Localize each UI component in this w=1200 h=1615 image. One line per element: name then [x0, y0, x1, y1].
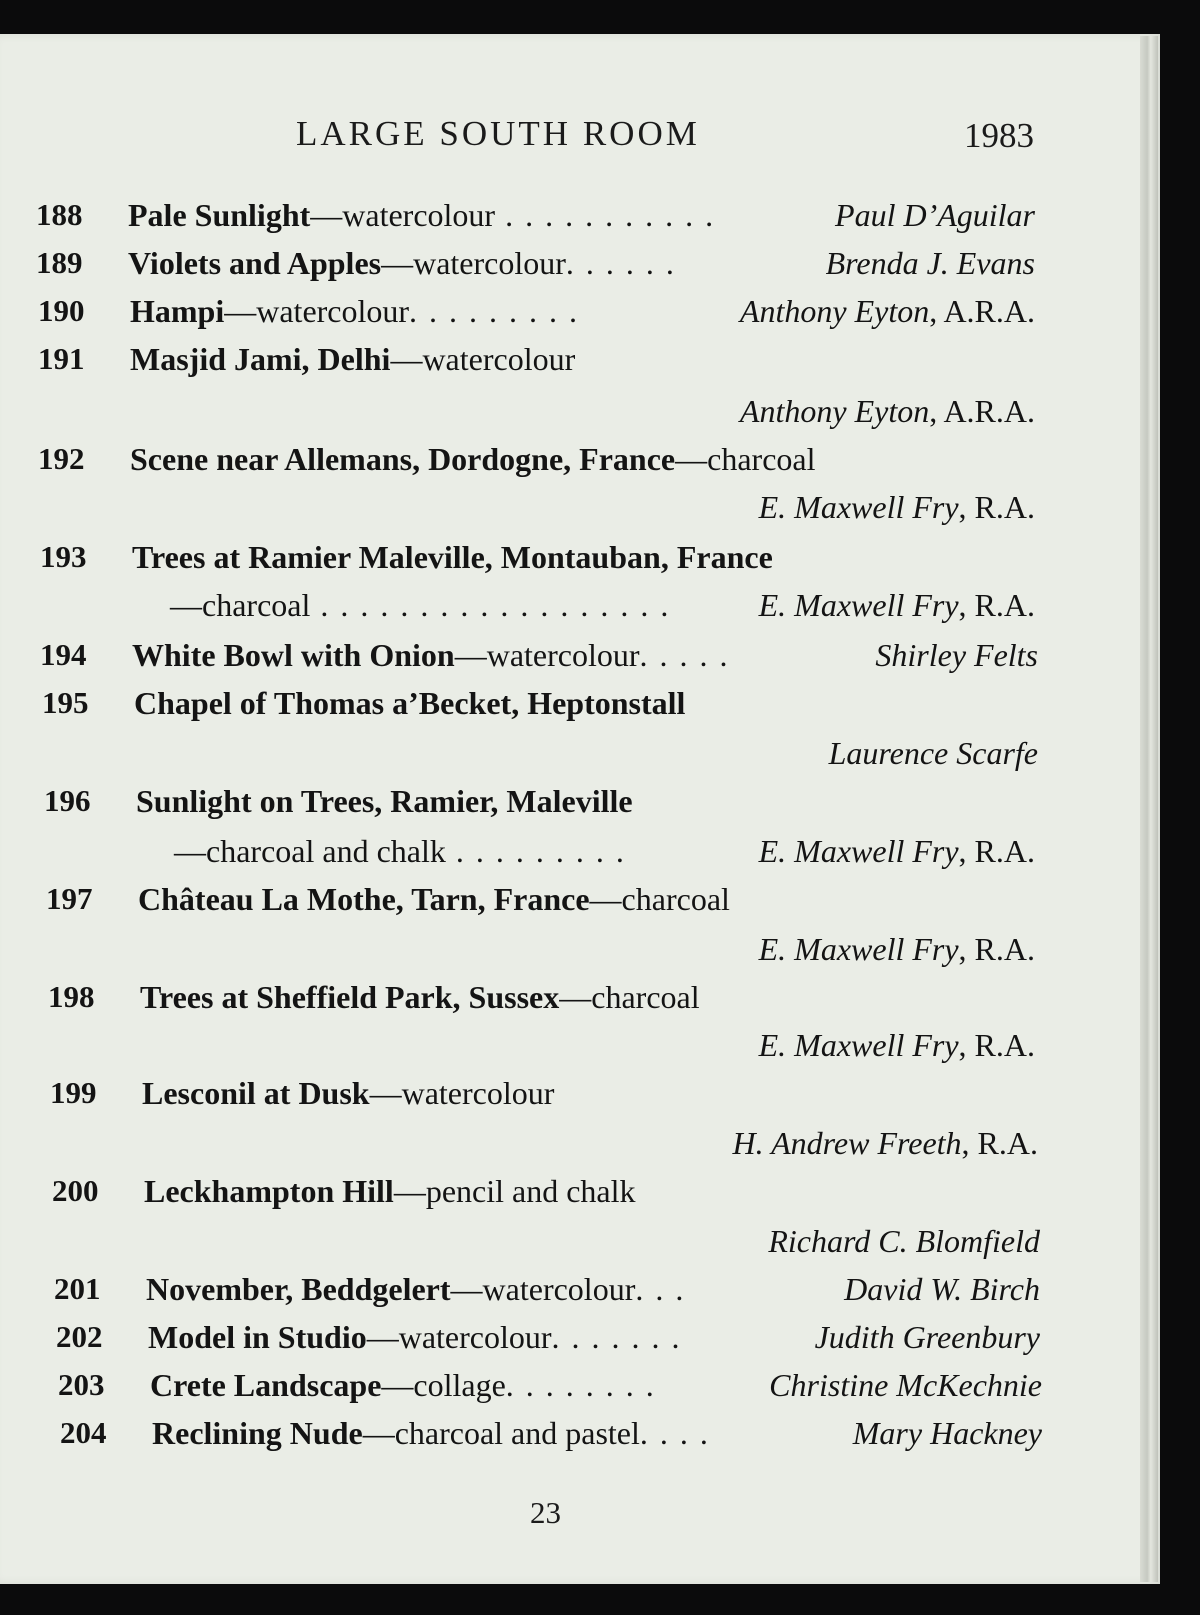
entry-number: 188: [36, 197, 83, 232]
entry-number: 199: [50, 1075, 97, 1110]
entry-title: Château La Mothe, Tarn, France: [138, 881, 590, 917]
page-header: [0, 82, 1160, 155]
entry-192-attribution: [0, 484, 1160, 530]
entry-artist: Richard C. Blomfield: [768, 1223, 1040, 1259]
entry-195-attribution: [0, 730, 1160, 776]
entry-artist: E. Maxwell Fry: [758, 587, 959, 623]
room-title: LARGE SOUTH ROOM: [296, 114, 700, 153]
entry-188: [0, 192, 1160, 238]
entry-number: 197: [46, 881, 93, 916]
entry-artist-suffix: , R.A.: [958, 931, 1035, 967]
entry-number: 204: [60, 1415, 107, 1450]
entry-artist-suffix: , R.A.: [958, 833, 1035, 869]
entry-artist: Anthony Eyton: [739, 393, 930, 429]
entry-artist: E. Maxwell Fry: [758, 1027, 959, 1063]
entry-medium: —charcoal and pastel: [362, 1415, 640, 1451]
entry-artist: Christine McKechnie: [769, 1367, 1042, 1403]
entry-title: Chapel of Thomas a’Becket, Heptonstall: [134, 685, 686, 721]
entry-artist-suffix: , R.A.: [958, 1027, 1035, 1063]
entry-artist: Paul D’Aguilar: [835, 197, 1035, 233]
entry-192: [0, 436, 1160, 482]
entry-artist-suffix: , A.R.A.: [929, 393, 1035, 429]
entry-number: 201: [54, 1271, 101, 1306]
entry-artist: Brenda J. Evans: [825, 245, 1035, 281]
entry-197: [0, 876, 1160, 922]
entry-title: White Bowl with Onion: [132, 637, 455, 673]
entry-medium: —charcoal: [675, 441, 816, 477]
entry-artist: Anthony Eyton: [739, 293, 930, 329]
dot-leader: . . . . . . .: [551, 1319, 682, 1355]
entry-number: 196: [44, 783, 91, 818]
entry-194: [0, 632, 1160, 678]
entry-193-continued: [0, 582, 1160, 628]
entry-artist-suffix: , R.A.: [961, 1125, 1038, 1161]
entry-title: Sunlight on Trees, Ramier, Maleville: [136, 783, 633, 819]
entry-196-continued: [0, 828, 1160, 874]
entry-193: [0, 534, 1160, 580]
year: 1983: [964, 116, 1034, 155]
entry-191: [0, 336, 1160, 382]
entry-title: Trees at Sheffield Park, Sussex: [140, 979, 560, 1015]
entry-190: [0, 288, 1160, 334]
entry-number: 194: [40, 637, 87, 672]
entry-artist-suffix: , R.A.: [958, 587, 1035, 623]
entry-artist: David W. Birch: [844, 1271, 1040, 1307]
entry-201: [0, 1266, 1160, 1312]
entry-title: Reclining Nude: [152, 1415, 363, 1451]
entry-204: [0, 1410, 1160, 1456]
entry-artist: E. Maxwell Fry: [758, 931, 959, 967]
entry-title: Pale Sunlight: [128, 197, 311, 233]
page-number: 23: [530, 1495, 561, 1530]
entry-title: November, Beddgelert: [146, 1271, 451, 1307]
entry-artist: Mary Hackney: [852, 1415, 1042, 1451]
entry-203: [0, 1362, 1160, 1408]
entry-number: 190: [38, 293, 85, 328]
entry-200-attribution: [0, 1218, 1160, 1264]
entry-number: 200: [52, 1173, 99, 1208]
entry-number: 195: [42, 685, 89, 720]
entry-202: [0, 1314, 1160, 1360]
dot-leader: . . . . . . . . . . . . . . . . . .: [310, 587, 671, 623]
entry-191-attribution: [0, 388, 1160, 434]
dot-leader: . . . . . . . .: [505, 1367, 656, 1403]
entry-title: Trees at Ramier Maleville, Montauban, France: [132, 539, 773, 575]
entry-title: Violets and Apples: [128, 245, 382, 281]
entry-artist: Judith Greenbury: [814, 1319, 1040, 1355]
entry-medium: —charcoal: [170, 587, 311, 623]
entry-title: Scene near Allemans, Dordogne, France: [130, 441, 676, 477]
entry-number: 198: [48, 979, 95, 1014]
entry-artist-suffix: , R.A.: [958, 489, 1035, 525]
entry-medium: —charcoal: [589, 881, 730, 917]
entry-artist: H. Andrew Freeth: [732, 1125, 962, 1161]
entry-title: Model in Studio: [148, 1319, 367, 1355]
entry-title: Masjid Jami, Delhi: [130, 341, 391, 377]
entry-199: [0, 1070, 1160, 1116]
entry-198: [0, 974, 1160, 1020]
entry-medium: —pencil and chalk: [393, 1173, 636, 1209]
entry-number: 193: [40, 539, 87, 574]
entry-artist: Shirley Felts: [875, 637, 1038, 673]
dot-leader: . . .: [635, 1271, 686, 1307]
entry-medium: —watercolour: [450, 1271, 636, 1307]
entry-197-attribution: [0, 926, 1160, 972]
entry-195: [0, 680, 1160, 726]
entry-199-attribution: [0, 1120, 1160, 1166]
entry-medium: —charcoal: [559, 979, 700, 1015]
dot-leader: . . . . . . . . .: [445, 833, 626, 869]
entry-200: [0, 1168, 1160, 1214]
entry-title: Crete Landscape: [150, 1367, 382, 1403]
entry-title: Leckhampton Hill: [144, 1173, 394, 1209]
entry-number: 202: [56, 1319, 103, 1354]
entry-medium: —watercolour: [366, 1319, 552, 1355]
entry-artist-suffix: , A.R.A.: [929, 293, 1035, 329]
entry-medium: —watercolour: [310, 197, 496, 233]
entry-number: 203: [58, 1367, 105, 1402]
entry-medium: —charcoal and chalk: [174, 833, 446, 869]
dot-leader: . . . . . . . . . . .: [495, 197, 716, 233]
dot-leader: . . . . . . . . .: [409, 293, 580, 329]
entry-number: 189: [36, 245, 83, 280]
entry-title: Hampi: [130, 293, 225, 329]
entry-number: 191: [38, 341, 85, 376]
entry-medium: —watercolour: [224, 293, 410, 329]
entry-artist: E. Maxwell Fry: [758, 489, 959, 525]
entry-medium: —watercolour: [454, 637, 640, 673]
entry-title: Lesconil at Dusk: [142, 1075, 370, 1111]
entry-number: 192: [38, 441, 85, 476]
entry-198-attribution: [0, 1022, 1160, 1068]
entry-medium: —watercolour: [390, 341, 576, 377]
entry-artist: Laurence Scarfe: [828, 735, 1038, 771]
dot-leader: . . . . . .: [565, 245, 676, 281]
entry-196: [0, 778, 1160, 824]
entry-artist: E. Maxwell Fry: [758, 833, 959, 869]
dot-leader: . . . .: [639, 1415, 710, 1451]
entry-189: [0, 240, 1160, 286]
entry-medium: —watercolour: [381, 245, 566, 281]
entry-medium: —collage: [381, 1367, 506, 1403]
dot-leader: . . . . .: [639, 637, 730, 673]
entry-medium: —watercolour: [369, 1075, 555, 1111]
